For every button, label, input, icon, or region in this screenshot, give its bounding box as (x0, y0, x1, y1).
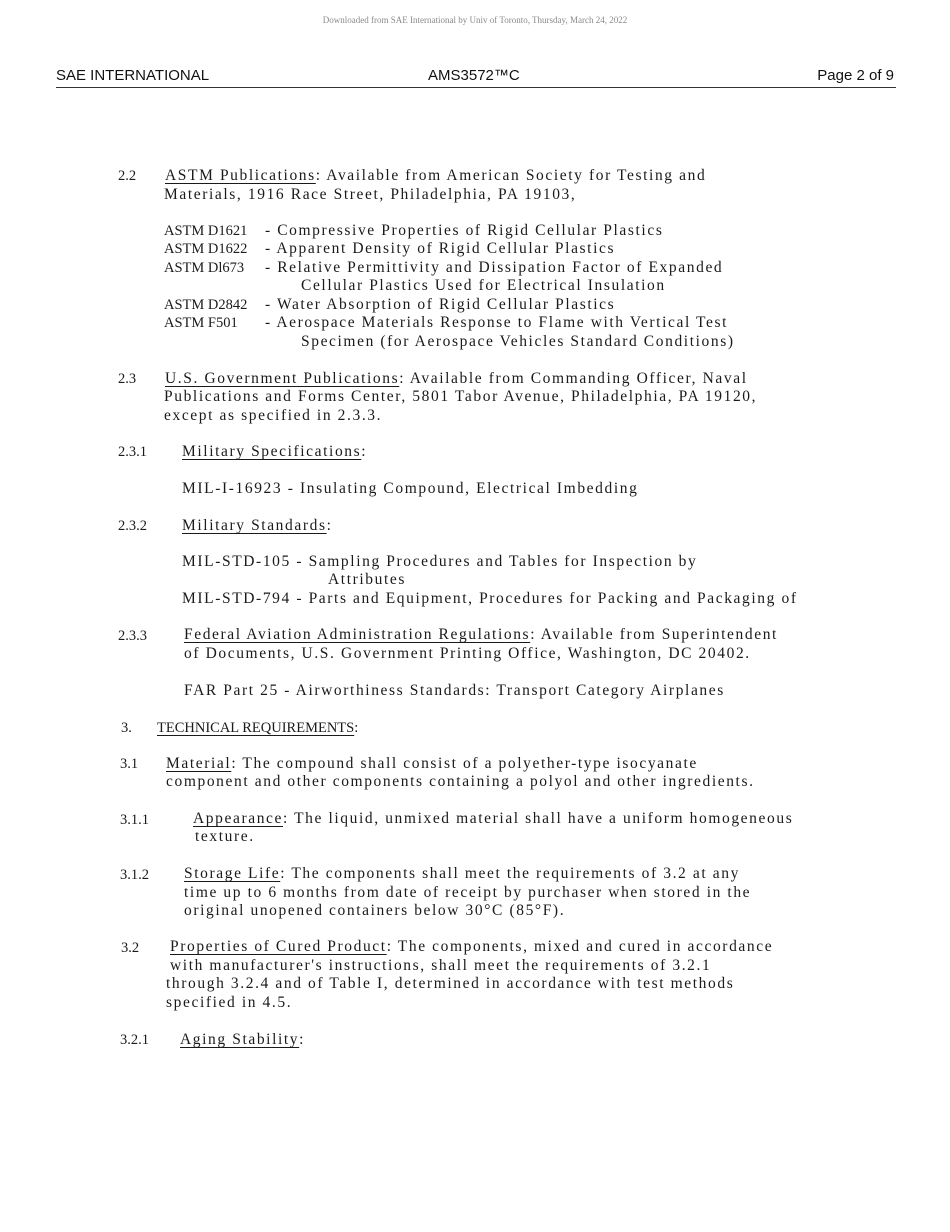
section-number: 3. (121, 720, 132, 736)
section-colon: : (361, 443, 368, 460)
section-text-line: Materials, 1916 Race Street, Philadelphia, PA 19103, (164, 186, 577, 203)
section-title: Appearance (193, 810, 284, 827)
section-text-line: time up to 6 months from date of receipt by purchaser when stored in the (184, 884, 752, 901)
section-2-3-heading (165, 370, 748, 388)
header-page-number: Page 2 of 9 (817, 67, 894, 84)
section-number: 3.2 (121, 940, 140, 956)
standard-item: MIL-STD-105 - Sampling Procedures and Tables for Inspection by (182, 553, 698, 570)
section-text-line: texture. (195, 828, 255, 845)
section-text-line: original unopened containers below 30°C (85°F). (184, 902, 566, 919)
reference-description-continued: Cellular Plastics Used for Electrical Insulation (301, 277, 666, 294)
download-watermark: Downloaded from SAE International by Univ of Toronto, Thursday, March 24, 2022 (322, 15, 628, 25)
section-title: Material (166, 755, 232, 772)
reference-description: - Water Absorption of Rigid Cellular Plastics (265, 296, 616, 313)
section-2-2-heading (165, 167, 706, 185)
section-title: U.S. Government Publications (165, 370, 400, 387)
section-text-line: of Documents, U.S. Government Printing Office, Washington, DC 20402. (184, 645, 751, 662)
reference-code: ASTM D1622 (164, 241, 248, 257)
standard-item-continued: Attributes (328, 571, 406, 588)
section-number: 3.1.2 (120, 867, 149, 883)
section-number: 2.3.1 (118, 444, 147, 460)
section-2-3-2-heading (182, 517, 333, 535)
reference-code: ASTM D1621 (164, 223, 248, 239)
reference-code: ASTM Dl673 (164, 260, 245, 276)
reference-description: - Apparent Density of Rigid Cellular Plastics (265, 240, 616, 257)
reference-description-continued: Specimen (for Aerospace Vehicles Standard Conditions) (301, 333, 735, 350)
section-2-3-3-heading (184, 626, 778, 644)
section-text-line: Publications and Forms Center, 5801 Tabor Avenue, Philadelphia, PA 19120, (164, 388, 758, 405)
section-number: 2.2 (118, 168, 137, 184)
section-colon: : (299, 1031, 306, 1048)
section-title: ASTM Publications (165, 167, 316, 184)
section-number: 2.3 (118, 371, 137, 387)
specification-item: MIL-I-16923 - Insulating Compound, Electrical Imbedding (182, 480, 639, 497)
section-number: 2.3.3 (118, 628, 147, 644)
section-3-2-1-heading (180, 1031, 305, 1049)
reference-description: - Compressive Properties of Rigid Cellular Plastics (265, 222, 664, 239)
section-text-line: through 3.2.4 and of Table I, determined in accordance with test methods (166, 975, 735, 992)
section-text: : The components, mixed and cured in accordance (386, 938, 774, 955)
section-3-1-heading (166, 755, 698, 773)
section-text: : The compound shall consist of a polyether-type isocyanate (231, 755, 698, 772)
section-colon: : (326, 517, 333, 534)
section-colon: : (354, 720, 359, 736)
section-title: Military Standards (182, 517, 327, 534)
reference-code: ASTM F501 (164, 315, 238, 331)
section-text: : Available from Superintendent (530, 626, 778, 643)
header-document-id: AMS3572™C (428, 67, 520, 84)
header-organization: SAE INTERNATIONAL (56, 67, 210, 84)
section-title: Storage Life (184, 865, 281, 882)
section-number: 2.3.2 (118, 518, 147, 534)
section-title: Properties of Cured Product (170, 938, 387, 955)
section-3-heading (157, 720, 358, 737)
reference-description: - Aerospace Materials Response to Flame with Vertical Test (265, 314, 729, 331)
section-text-line: specified in 4.5. (166, 994, 293, 1011)
regulation-item: FAR Part 25 - Airworthiness Standards: Transport Category Airplanes (184, 682, 725, 699)
section-3-1-1-heading (193, 810, 793, 828)
section-title: Military Specifications (182, 443, 362, 460)
header-divider (56, 87, 896, 88)
section-number: 3.1 (120, 756, 139, 772)
section-3-1-2-heading (184, 865, 740, 883)
section-text-line: component and other components containing a polyol and other ingredients. (166, 773, 755, 790)
section-text: : Available from American Society for Testing and (315, 167, 707, 184)
reference-code: ASTM D2842 (164, 297, 248, 313)
section-text-line: except as specified in 2.3.3. (164, 407, 383, 424)
section-text: : The liquid, unmixed material shall have a uniform homogeneous (283, 810, 794, 827)
reference-description: - Relative Permittivity and Dissipation Factor of Expanded (265, 259, 724, 276)
section-title: Aging Stability (180, 1031, 300, 1048)
section-2-3-1-heading (182, 443, 367, 461)
section-number: 3.2.1 (120, 1032, 149, 1048)
section-3-2-heading (170, 938, 773, 956)
section-number: 3.1.1 (120, 812, 149, 828)
standard-item: MIL-STD-794 - Parts and Equipment, Procedures for Packing and Packaging of (182, 590, 798, 607)
section-text-line: with manufacturer's instructions, shall meet the requirements of 3.2.1 (170, 957, 712, 974)
section-title: TECHNICAL REQUIREMENTS (157, 720, 355, 736)
section-text: : The components shall meet the requirements of 3.2 at any (280, 865, 740, 882)
section-title: Federal Aviation Administration Regulations (184, 626, 531, 643)
section-text: : Available from Commanding Officer, Naval (399, 370, 748, 387)
